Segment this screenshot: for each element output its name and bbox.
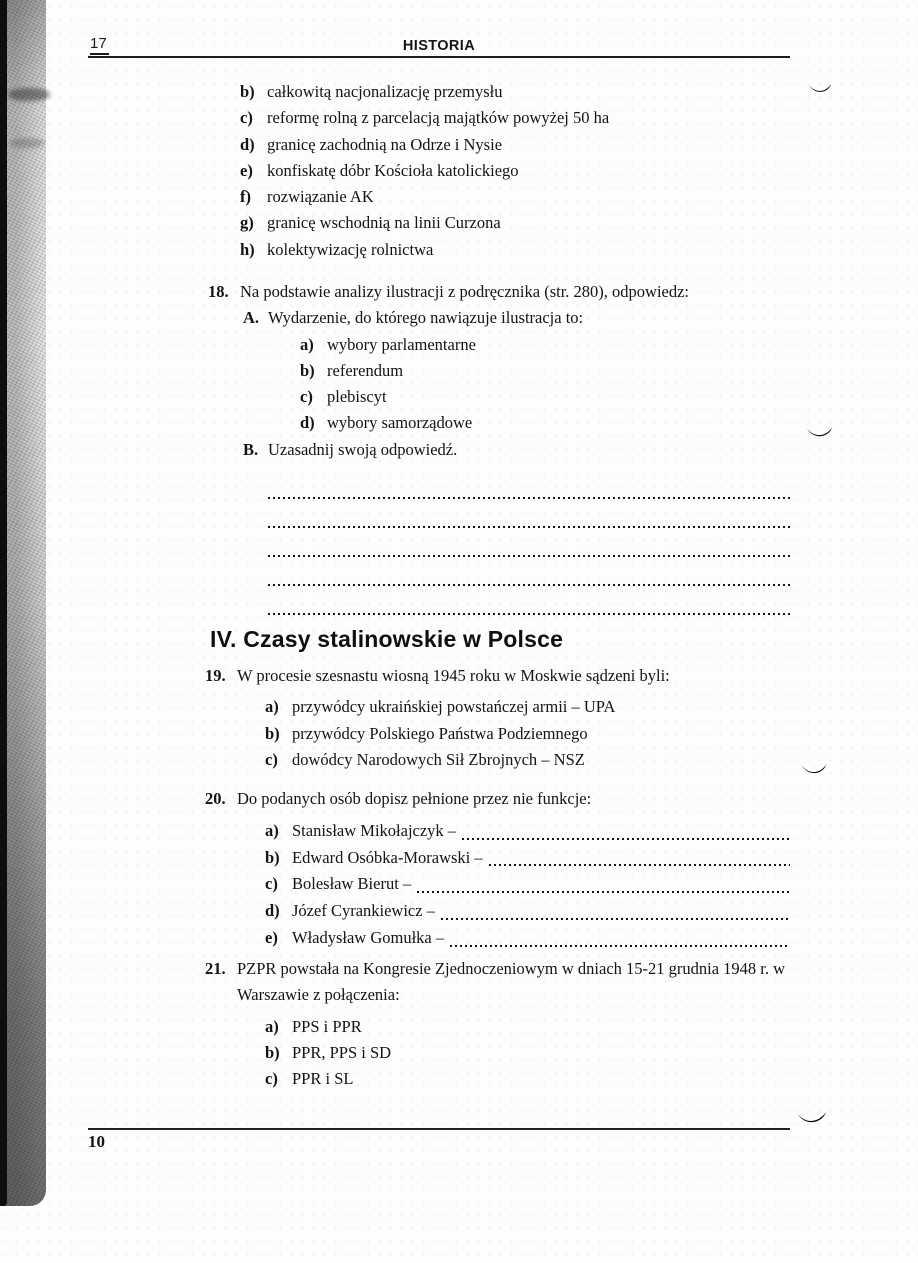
- option-label: b): [240, 82, 255, 101]
- question-number: 21.: [205, 959, 226, 978]
- footer-rule: [88, 1128, 790, 1130]
- subpart-a: [243, 305, 808, 331]
- option-text: PPR, PPS i SD: [292, 1042, 392, 1062]
- fill-in-row: [265, 818, 790, 845]
- option-text: wybory parlamentarne: [327, 334, 476, 354]
- option-text: rozwiązanie AK: [267, 187, 374, 207]
- crescent-scan-mark-icon: [800, 763, 828, 777]
- subpart-b: [243, 437, 808, 463]
- option-label: d): [300, 413, 315, 433]
- option-text: przywódcy Polskiego Państwa Podziemnego: [292, 723, 588, 743]
- question-number: 20.: [205, 789, 226, 808]
- option-label: a): [265, 820, 279, 840]
- fill-in-row: [265, 925, 790, 952]
- answer-blank: [489, 864, 790, 866]
- option-label: a): [265, 1016, 279, 1036]
- question-text: W procesie szesnastu wiosną 1945 roku w Moskwie sądzeni byli:: [237, 666, 670, 685]
- question-text: Na podstawie analizy ilustracji z podręcznika (str. 280), odpowiedz:: [240, 282, 690, 301]
- option-label: h): [240, 239, 255, 259]
- question-number: 19.: [205, 666, 226, 685]
- option-text: kolektywizację rolnictwa: [267, 239, 434, 259]
- option-row: [240, 105, 800, 131]
- option-text: przywódcy ukraińskiej powstańczej armii – UPA: [292, 697, 616, 717]
- fill-in-row: [265, 845, 790, 872]
- page-header: [88, 34, 790, 58]
- question-stem: [208, 279, 808, 305]
- option-text: plebiscyt: [327, 387, 387, 407]
- option-text: PPS i PPR: [292, 1016, 362, 1036]
- option-label: a): [300, 334, 314, 354]
- question-21: [205, 956, 825, 1092]
- scan-smudge: [8, 88, 50, 101]
- option-label: c): [300, 387, 313, 407]
- option-label: d): [240, 134, 255, 154]
- question-stem: [205, 663, 825, 689]
- question-stem: [205, 786, 805, 813]
- question-17-options: [240, 79, 800, 263]
- option-text: granicę wschodnią na linii Curzona: [267, 213, 501, 233]
- person-name: Bolesław Bierut –: [292, 874, 412, 894]
- option-label: b): [265, 723, 280, 743]
- option-row: [265, 1040, 825, 1066]
- option-label: b): [265, 847, 280, 867]
- subpart-text: Wydarzenie, do którego nawiązuje ilustracja to:: [268, 308, 584, 328]
- answer-line: [268, 528, 790, 557]
- option-row: [265, 1066, 825, 1092]
- subpart-label: A.: [243, 308, 260, 328]
- option-text: konfiskatę dóbr Kościoła katolickiego: [267, 160, 519, 180]
- option-row: [240, 79, 800, 105]
- option-row: [240, 132, 800, 158]
- option-row: [300, 384, 808, 410]
- person-name: Józef Cyrankiewicz –: [292, 901, 435, 921]
- option-label: a): [265, 697, 279, 717]
- option-label: d): [265, 901, 280, 921]
- person-name: Władysław Gomułka –: [292, 927, 445, 947]
- option-row: [240, 158, 800, 184]
- fill-in-row: [265, 898, 790, 925]
- scan-binding-edge: [0, 0, 7, 1206]
- question-20: [205, 786, 805, 952]
- answer-blank: [462, 838, 790, 840]
- option-text: dowódcy Narodowych Sił Zbrojnych – NSZ: [292, 749, 585, 769]
- subpart-label: B.: [243, 439, 259, 459]
- footer-page-number: 10: [88, 1132, 105, 1151]
- option-label: b): [265, 1042, 280, 1062]
- crescent-scan-mark-icon: [806, 425, 833, 441]
- option-text: PPR i SL: [292, 1069, 354, 1089]
- question-text: Do podanych osób dopisz pełnione przez nie funkcje:: [237, 789, 592, 808]
- header-page-ref: 17: [90, 35, 109, 55]
- option-label: c): [265, 749, 278, 769]
- answer-blank: [417, 891, 790, 893]
- person-name: Stanisław Mikołajczyk –: [292, 820, 457, 840]
- option-row: [300, 358, 808, 384]
- question-19: [205, 663, 825, 773]
- scan-smudge: [10, 138, 44, 148]
- question-stem: [205, 956, 825, 1009]
- option-row: [265, 694, 825, 720]
- option-row: [300, 332, 808, 358]
- crescent-scan-mark-icon: [796, 1110, 827, 1127]
- option-row: [240, 210, 800, 236]
- option-text: reformę rolną z parcelacją majątków powyżej 50 ha: [267, 108, 610, 128]
- option-label: f): [240, 187, 251, 207]
- answer-line: [268, 586, 790, 615]
- header-title: HISTORIA: [402, 38, 476, 54]
- subpart-text: Uzasadnij swoją odpowiedź.: [268, 439, 458, 459]
- option-label: c): [240, 108, 253, 128]
- option-row: [265, 1014, 825, 1040]
- option-row: [300, 410, 808, 436]
- option-label: e): [265, 927, 278, 947]
- option-label: e): [240, 160, 253, 180]
- answer-blank: [450, 945, 790, 947]
- option-label: g): [240, 213, 254, 233]
- option-label: b): [300, 360, 315, 380]
- option-row: [265, 721, 825, 747]
- answer-blank: [441, 918, 790, 920]
- answer-line: [268, 499, 790, 528]
- option-row: [265, 747, 825, 773]
- option-label: c): [265, 1069, 278, 1089]
- fill-in-row: [265, 871, 790, 898]
- option-text: granicę zachodnią na Odrze i Nysie: [267, 134, 503, 154]
- option-text: wybory samorządowe: [327, 413, 473, 433]
- answer-line: [268, 557, 790, 586]
- question-number: 18.: [208, 282, 229, 301]
- option-text: referendum: [327, 360, 404, 380]
- person-name: Edward Osóbka-Morawski –: [292, 847, 483, 867]
- section-heading: IV. Czasy stalinowskie w Polsce: [210, 626, 564, 652]
- question-text: PZPR powstała na Kongresie Zjednoczeniowym w dniach 15-21 grudnia 1948 r. w Warszawie z połączenia:: [237, 959, 786, 1005]
- option-row: [240, 184, 800, 210]
- option-label: c): [265, 874, 278, 894]
- answer-line: [268, 470, 790, 499]
- crescent-scan-mark-icon: [808, 82, 832, 96]
- answer-lines-18b: [268, 470, 790, 615]
- question-18: [208, 279, 808, 463]
- option-text: całkowitą nacjonalizację przemysłu: [267, 82, 503, 101]
- option-row: [240, 237, 800, 263]
